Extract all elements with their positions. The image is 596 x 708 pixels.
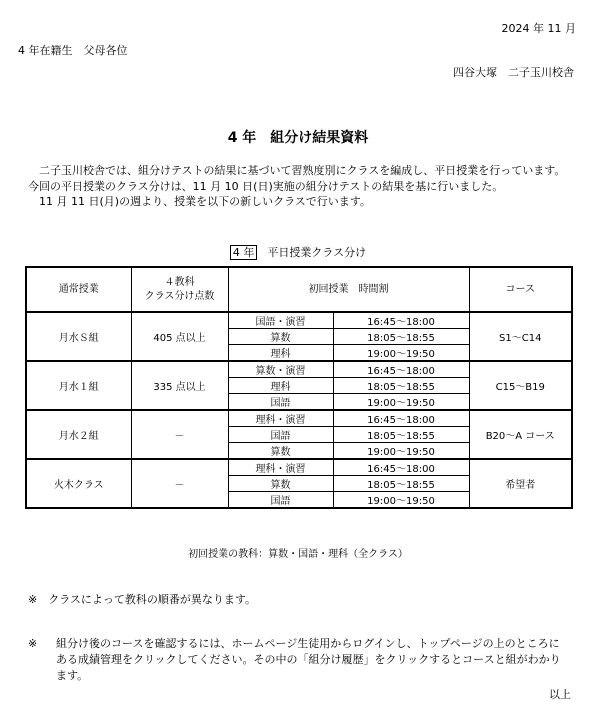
note-1-text: クラスによって教科の順番が異なります。 <box>48 593 257 606</box>
subject-cell: 理科 <box>228 345 333 362</box>
subject-cell: 理科・演習 <box>228 410 333 427</box>
time-cell: 16:45～18:00 <box>333 312 469 329</box>
time-cell: 16:45～18:00 <box>333 410 469 427</box>
header-schedule: 初回授業 時間割 <box>228 267 469 312</box>
class-name-cell: 火木クラス <box>26 459 131 508</box>
table-caption-text: 平日授業クラス分け <box>267 246 367 259</box>
document-title: 4 年 組分け結果資料 <box>227 130 369 146</box>
note-2 <box>28 636 568 684</box>
score-cell: － <box>131 410 228 459</box>
subject-cell: 国語 <box>228 427 333 443</box>
table-caption <box>0 244 596 260</box>
subject-cell: 理科 <box>228 378 333 394</box>
class-name-cell: 月水１組 <box>26 361 131 410</box>
header-regular-class: 通常授業 <box>26 267 131 312</box>
time-cell: 19:00～19:50 <box>333 492 469 509</box>
document-date: 2024 年 11 月 <box>501 22 576 35</box>
body-text <box>28 163 572 210</box>
table-row <box>26 361 572 378</box>
time-cell: 16:45～18:00 <box>333 361 469 378</box>
table-row <box>26 459 572 476</box>
recipient: 4 年在籍生 父母各位 <box>18 44 128 57</box>
class-schedule-table <box>25 266 573 509</box>
score-cell: 405 点以上 <box>131 312 228 361</box>
course-cell: 希望者 <box>469 459 572 508</box>
course-cell: C15～B19 <box>469 361 572 410</box>
course-cell: B20～A コース <box>469 410 572 459</box>
body-paragraph-1: 二子玉川校舎では、組分けテストの結果に基づいて習熟度別にクラスを編成し、平日授業を行っています。今回の平日授業のクラス分けは、11 月 10 日(日)実施の組分けテストの結果を基に行いました。 <box>28 164 566 193</box>
note-2-text: 組分け後のコースを確認するには、ホームページ生徒用からログインし、トップページの上のところにある成績管理をクリックしてください。その中の「組分け履歴」をクリックするとコースと組がわかります。 <box>56 637 561 682</box>
table-row <box>26 312 572 329</box>
time-cell: 18:05～18:55 <box>333 378 469 394</box>
class-name-cell: 月水Ｓ組 <box>26 312 131 361</box>
note-1 <box>28 591 256 607</box>
score-cell: － <box>131 459 228 508</box>
sender: 四谷大塚 二子玉川校舎 <box>453 66 574 79</box>
table-row <box>26 410 572 427</box>
subject-cell: 国語 <box>228 492 333 509</box>
time-cell: 16:45～18:00 <box>333 459 469 476</box>
table-header-row <box>26 267 572 312</box>
subject-cell: 算数 <box>228 476 333 492</box>
subject-cell: 算数 <box>228 329 333 345</box>
subject-cell: 国語 <box>228 394 333 411</box>
time-cell: 18:05～18:55 <box>333 427 469 443</box>
subjects-note: 初回授業の教科：算数・国語・理科（全クラス） <box>188 549 408 560</box>
subject-cell: 国語・演習 <box>228 312 333 329</box>
time-cell: 18:05～18:55 <box>333 476 469 492</box>
subject-cell: 理科・演習 <box>228 459 333 476</box>
time-cell: 19:00～19:50 <box>333 394 469 411</box>
score-cell: 335 点以上 <box>131 361 228 410</box>
table-caption-grade: 4 年 <box>230 245 258 260</box>
closing: 以上 <box>549 688 571 701</box>
time-cell: 19:00～19:50 <box>333 345 469 362</box>
time-cell: 18:05～18:55 <box>333 329 469 345</box>
header-score: ４教科 クラス分け点数 <box>131 267 228 312</box>
table-body <box>26 312 572 508</box>
subject-cell: 算数・演習 <box>228 361 333 378</box>
note-mark: ※ <box>28 637 38 650</box>
time-cell: 19:00～19:50 <box>333 443 469 460</box>
note-mark: ※ <box>28 593 38 606</box>
course-cell: S1～C14 <box>469 312 572 361</box>
header-course: コース <box>469 267 572 312</box>
subject-cell: 算数 <box>228 443 333 460</box>
body-paragraph-2: 11 月 11 日(月)の週より、授業を以下の新しいクラスで行います。 <box>39 195 371 208</box>
class-name-cell: 月水２組 <box>26 410 131 459</box>
